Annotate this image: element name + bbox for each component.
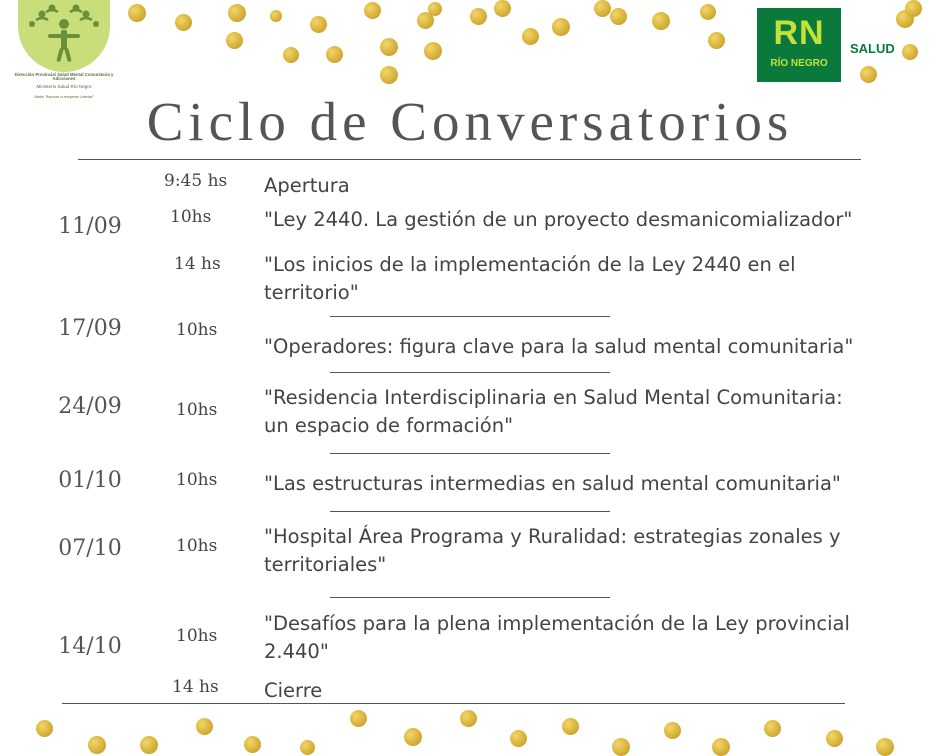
logo-line-2: Ministerio Salud Río Negro	[36, 84, 92, 89]
confetti-dot	[905, 0, 922, 17]
section-divider	[330, 597, 610, 598]
confetti-dot	[175, 14, 192, 31]
confetti-dot	[428, 2, 442, 16]
confetti-dot	[708, 32, 725, 49]
confetti-dot	[140, 736, 158, 754]
talk-title: "Operadores: figura clave para la salud mental comunitaria"	[264, 335, 854, 358]
confetti-dot	[244, 736, 261, 753]
confetti-dot	[364, 2, 381, 19]
time-label: 10hs	[170, 207, 212, 227]
time-label: 14 hs	[174, 254, 221, 274]
salud-label: SALUD	[850, 41, 895, 56]
confetti-dot	[310, 16, 327, 33]
confetti-dot	[552, 18, 570, 36]
date-label: 14/10	[58, 634, 122, 659]
confetti-dot	[610, 8, 627, 25]
confetti-dot	[380, 66, 398, 84]
section-divider	[330, 453, 610, 454]
confetti-dot	[128, 4, 146, 22]
date-label: 17/09	[58, 316, 122, 341]
confetti-dot	[902, 44, 918, 60]
confetti-dot	[380, 38, 398, 56]
talk-title: "Desafíos para la plena implementación de la Ley provincial 2.440"	[264, 612, 850, 663]
rn-mark: RN	[773, 14, 825, 52]
time-label: 10hs	[176, 626, 218, 646]
confetti-dot	[470, 8, 487, 25]
ministry-logo	[14, 0, 114, 104]
time-label: 10hs	[176, 470, 218, 490]
talk-title: "Residencia Interdisciplinaria en Salud Mental Comunitaria: un espacio de formación"	[264, 386, 843, 437]
confetti-dot	[226, 32, 243, 49]
logo-emblem	[18, 0, 110, 72]
confetti-dot	[562, 718, 579, 735]
confetti-dot	[700, 4, 716, 20]
confetti-dot	[404, 728, 422, 746]
date-label: 24/09	[58, 394, 122, 419]
time-label: 10hs	[176, 320, 218, 340]
logo-line-1: Dirección Provincial Salud Mental Comunitaria y Adicciones	[14, 72, 114, 82]
time-label: 14 hs	[172, 677, 219, 697]
title-rule	[78, 159, 861, 160]
talk-title: "Los inicios de la implementación de la Ley 2440 en el territorio"	[264, 253, 796, 304]
confetti-dot	[652, 12, 670, 30]
confetti-dot	[270, 10, 282, 22]
date-label: 01/10	[58, 468, 122, 493]
confetti-dot	[764, 720, 781, 737]
date-label: 07/10	[58, 536, 122, 561]
section-divider	[330, 511, 610, 512]
rio-negro-logo	[757, 8, 841, 82]
bottom-rule	[62, 703, 845, 704]
confetti-dot	[712, 738, 730, 756]
logo-line-3: Mattie "Rayones la recuperan Libertad"	[34, 95, 94, 99]
talk-title: Apertura	[264, 174, 350, 197]
confetti-dot	[510, 730, 527, 747]
confetti-dot	[664, 722, 681, 739]
confetti-dot	[594, 0, 611, 17]
confetti-dot	[460, 710, 477, 727]
people-tree-icon	[18, 0, 110, 72]
confetti-dot	[612, 738, 630, 756]
time-label: 9:45 hs	[164, 171, 228, 191]
confetti-dot	[860, 66, 877, 83]
confetti-dot	[326, 46, 343, 63]
confetti-dot	[283, 47, 299, 63]
section-divider	[330, 372, 610, 373]
confetti-dot	[826, 730, 843, 747]
confetti-dot	[494, 0, 511, 17]
time-label: 10hs	[176, 400, 218, 420]
confetti-dot	[228, 4, 246, 22]
confetti-dot	[196, 718, 213, 735]
confetti-dot	[350, 710, 367, 727]
confetti-dot	[36, 720, 53, 737]
talk-title: "Las estructuras intermedias en salud mental comunitaria"	[264, 472, 841, 495]
talk-title: Cierre	[264, 679, 323, 702]
time-label: 10hs	[176, 536, 218, 556]
rn-subtitle: RÍO NEGRO	[770, 58, 828, 69]
confetti-dot	[300, 740, 315, 755]
talk-title: "Hospital Área Programa y Ruralidad: estrategias zonales y territoriales"	[264, 525, 841, 576]
confetti-dot	[876, 738, 894, 756]
date-label: 11/09	[58, 214, 122, 239]
confetti-dot	[522, 28, 539, 45]
section-divider	[330, 316, 610, 317]
page-title: Ciclo de Conversatorios	[146, 91, 794, 152]
talk-title: "Ley 2440. La gestión de un proyecto desmanicomializador"	[264, 208, 853, 231]
confetti-dot	[424, 42, 442, 60]
confetti-dot	[88, 736, 106, 754]
